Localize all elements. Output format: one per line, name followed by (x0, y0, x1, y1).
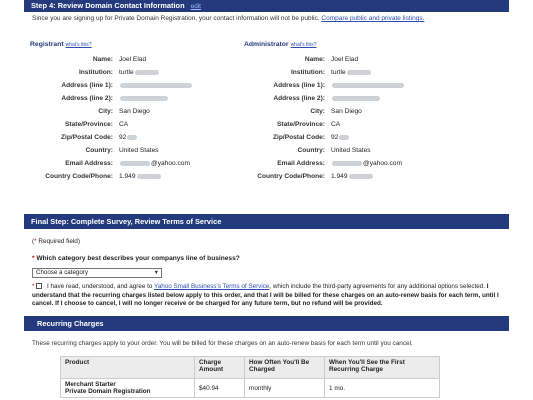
registrant-whats-this-link[interactable]: what's this? (65, 42, 92, 48)
city-label: City: (310, 108, 325, 115)
state-value: CA (119, 121, 129, 128)
email-label: Email Address: (277, 160, 325, 167)
final-step-header: Final Step: Complete Survey, Review Terms of Service (24, 214, 509, 229)
redacted-blur (332, 96, 380, 101)
contact-row (30, 131, 260, 144)
institution-label: Institution: (290, 69, 325, 76)
phone-value (119, 173, 162, 180)
step4-title: Step 4: Review Domain Contact Information (31, 1, 185, 10)
phone-text: 1.949 (331, 173, 348, 180)
country-label: Country: (297, 147, 325, 154)
recurring-charges-header: Recurring Charges (24, 316, 509, 331)
required-star: * (32, 255, 35, 262)
product-cell (61, 379, 195, 398)
terms-of-service-link[interactable]: Yahoo Small Business's Terms of Service (153, 283, 270, 290)
redacted-blur (127, 135, 137, 140)
contact-row (244, 105, 474, 118)
terms-checkbox[interactable] (36, 283, 42, 289)
phone-label: Country Code/Phone: (45, 173, 113, 180)
terms-agreement (32, 283, 502, 309)
zip-value (119, 134, 138, 141)
contact-row (30, 170, 260, 183)
terms-text-after: , which include the third-party agreements for any additional options selected. (269, 283, 487, 290)
redacted-blur (332, 83, 404, 88)
email-label: Email Address: (65, 160, 113, 167)
country-label: Country: (85, 147, 113, 154)
registrant-heading (30, 41, 260, 53)
col-first-charge: When You'll See the First Recurring Charge (325, 357, 440, 379)
email-text: @yahoo.com (151, 160, 190, 167)
administrator-contact (244, 41, 474, 183)
product-line1: Merchant Starter (65, 381, 116, 388)
required-star: * (32, 283, 35, 290)
state-value: CA (331, 121, 341, 128)
redacted-blur (349, 174, 373, 179)
terms-text-before: I have read, understood, and agree to (45, 283, 154, 290)
registrant-title: Registrant (30, 41, 64, 48)
table-row (61, 379, 440, 398)
redacted-blur (120, 83, 192, 88)
zip-label: Zip/Postal Code: (272, 134, 325, 141)
req-text: Required field) (36, 238, 80, 245)
frequency-cell: monthly (245, 379, 325, 398)
col-product: Product (61, 357, 195, 379)
contact-row (30, 105, 260, 118)
contact-row (244, 170, 474, 183)
contact-row (244, 53, 474, 66)
contact-row (30, 157, 260, 170)
contact-row (30, 79, 260, 92)
contact-row (30, 118, 260, 131)
redacted-blur (120, 96, 168, 101)
address1-label: Address (line 1): (273, 82, 325, 89)
city-value: San Diego (331, 108, 362, 115)
redacted-blur (332, 161, 362, 166)
category-select[interactable] (32, 268, 162, 278)
administrator-whats-this-link[interactable]: what's this? (290, 42, 317, 48)
country-value: United States (331, 147, 371, 154)
redacted-blur (339, 135, 349, 140)
col-frequency: How Often You'll Be Charged (245, 357, 325, 379)
name-value: Joel Elad (331, 56, 359, 63)
email-value (331, 160, 402, 167)
phone-value (331, 173, 374, 180)
institution-text: turtle (119, 69, 134, 76)
recurring-charges-table (60, 356, 440, 398)
redacted-blur (120, 161, 150, 166)
institution-text: turtle (331, 69, 346, 76)
privacy-note (32, 15, 424, 22)
address1-label: Address (line 1): (61, 82, 113, 89)
institution-label: Institution: (78, 69, 113, 76)
contact-row (30, 92, 260, 105)
terms-bold-text: I understand that the recurring charges listed below apply to this order, and that I will be billed for these charges on an auto-renew basis for each term, until I cancel. If I choose to cancel, I will no longer receive or be charged for any future term, but no refund will be provided. (32, 283, 499, 308)
contact-row (30, 144, 260, 157)
contact-row (244, 66, 474, 79)
contact-row (244, 131, 474, 144)
name-label: Name: (92, 56, 113, 63)
redacted-blur (347, 70, 371, 75)
state-label: State/Province: (64, 121, 113, 128)
email-text: @yahoo.com (363, 160, 402, 167)
product-line2: Private Domain Registration (65, 388, 151, 395)
recurring-note: These recurring charges apply to your order. You will be billed for these charges on an auto-renew basis for each term until you cancel. (32, 340, 413, 347)
req-open: ( (32, 238, 35, 245)
required-star: * (34, 238, 37, 245)
category-select-value: Choose a category (36, 269, 88, 276)
chevron-down-icon: ▼ (153, 270, 159, 276)
administrator-title: Administrator (244, 41, 289, 48)
name-value: Joel Elad (119, 56, 147, 63)
address1-value (119, 83, 193, 88)
institution-value (331, 69, 372, 76)
contact-row (244, 92, 474, 105)
table-header-row (61, 357, 440, 379)
zip-text: 92 (119, 134, 127, 141)
zip-value (331, 134, 350, 141)
contact-row (244, 118, 474, 131)
contact-row (30, 53, 260, 66)
zip-label: Zip/Postal Code: (60, 134, 113, 141)
phone-text: 1.949 (119, 173, 136, 180)
category-question (32, 255, 240, 262)
address2-label: Address (line 2): (61, 95, 113, 102)
city-value: San Diego (119, 108, 150, 115)
administrator-heading (244, 41, 474, 53)
checkout-page (24, 0, 509, 400)
edit-contact-link[interactable]: edit (190, 3, 201, 10)
amount-cell: $40.94 (195, 379, 245, 398)
address2-value (331, 96, 381, 101)
col-charge-amount: Charge Amount (195, 357, 245, 379)
address2-value (119, 96, 169, 101)
city-label: City: (98, 108, 113, 115)
privacy-note-text: Since you are signing up for Private Domain Registration, your contact information will not be public. (32, 15, 320, 22)
first-charge-cell: 1 mo. (325, 379, 440, 398)
required-field-note (32, 238, 80, 245)
name-label: Name: (304, 56, 325, 63)
redacted-blur (135, 70, 159, 75)
registrant-contact (30, 41, 260, 183)
email-value (119, 160, 190, 167)
contact-row (244, 157, 474, 170)
address2-label: Address (line 2): (273, 95, 325, 102)
institution-value (119, 69, 160, 76)
address1-value (331, 83, 405, 88)
state-label: State/Province: (276, 121, 325, 128)
zip-text: 92 (331, 134, 339, 141)
redacted-blur (137, 174, 161, 179)
category-question-text: Which category best describes your companys line of business? (36, 255, 240, 262)
contact-row (30, 66, 260, 79)
phone-label: Country Code/Phone: (257, 173, 325, 180)
country-value: United States (119, 147, 159, 154)
step4-header (24, 0, 509, 12)
contact-row (244, 144, 474, 157)
contact-row (244, 79, 474, 92)
compare-listings-link[interactable]: Compare public and private listings. (321, 15, 425, 22)
